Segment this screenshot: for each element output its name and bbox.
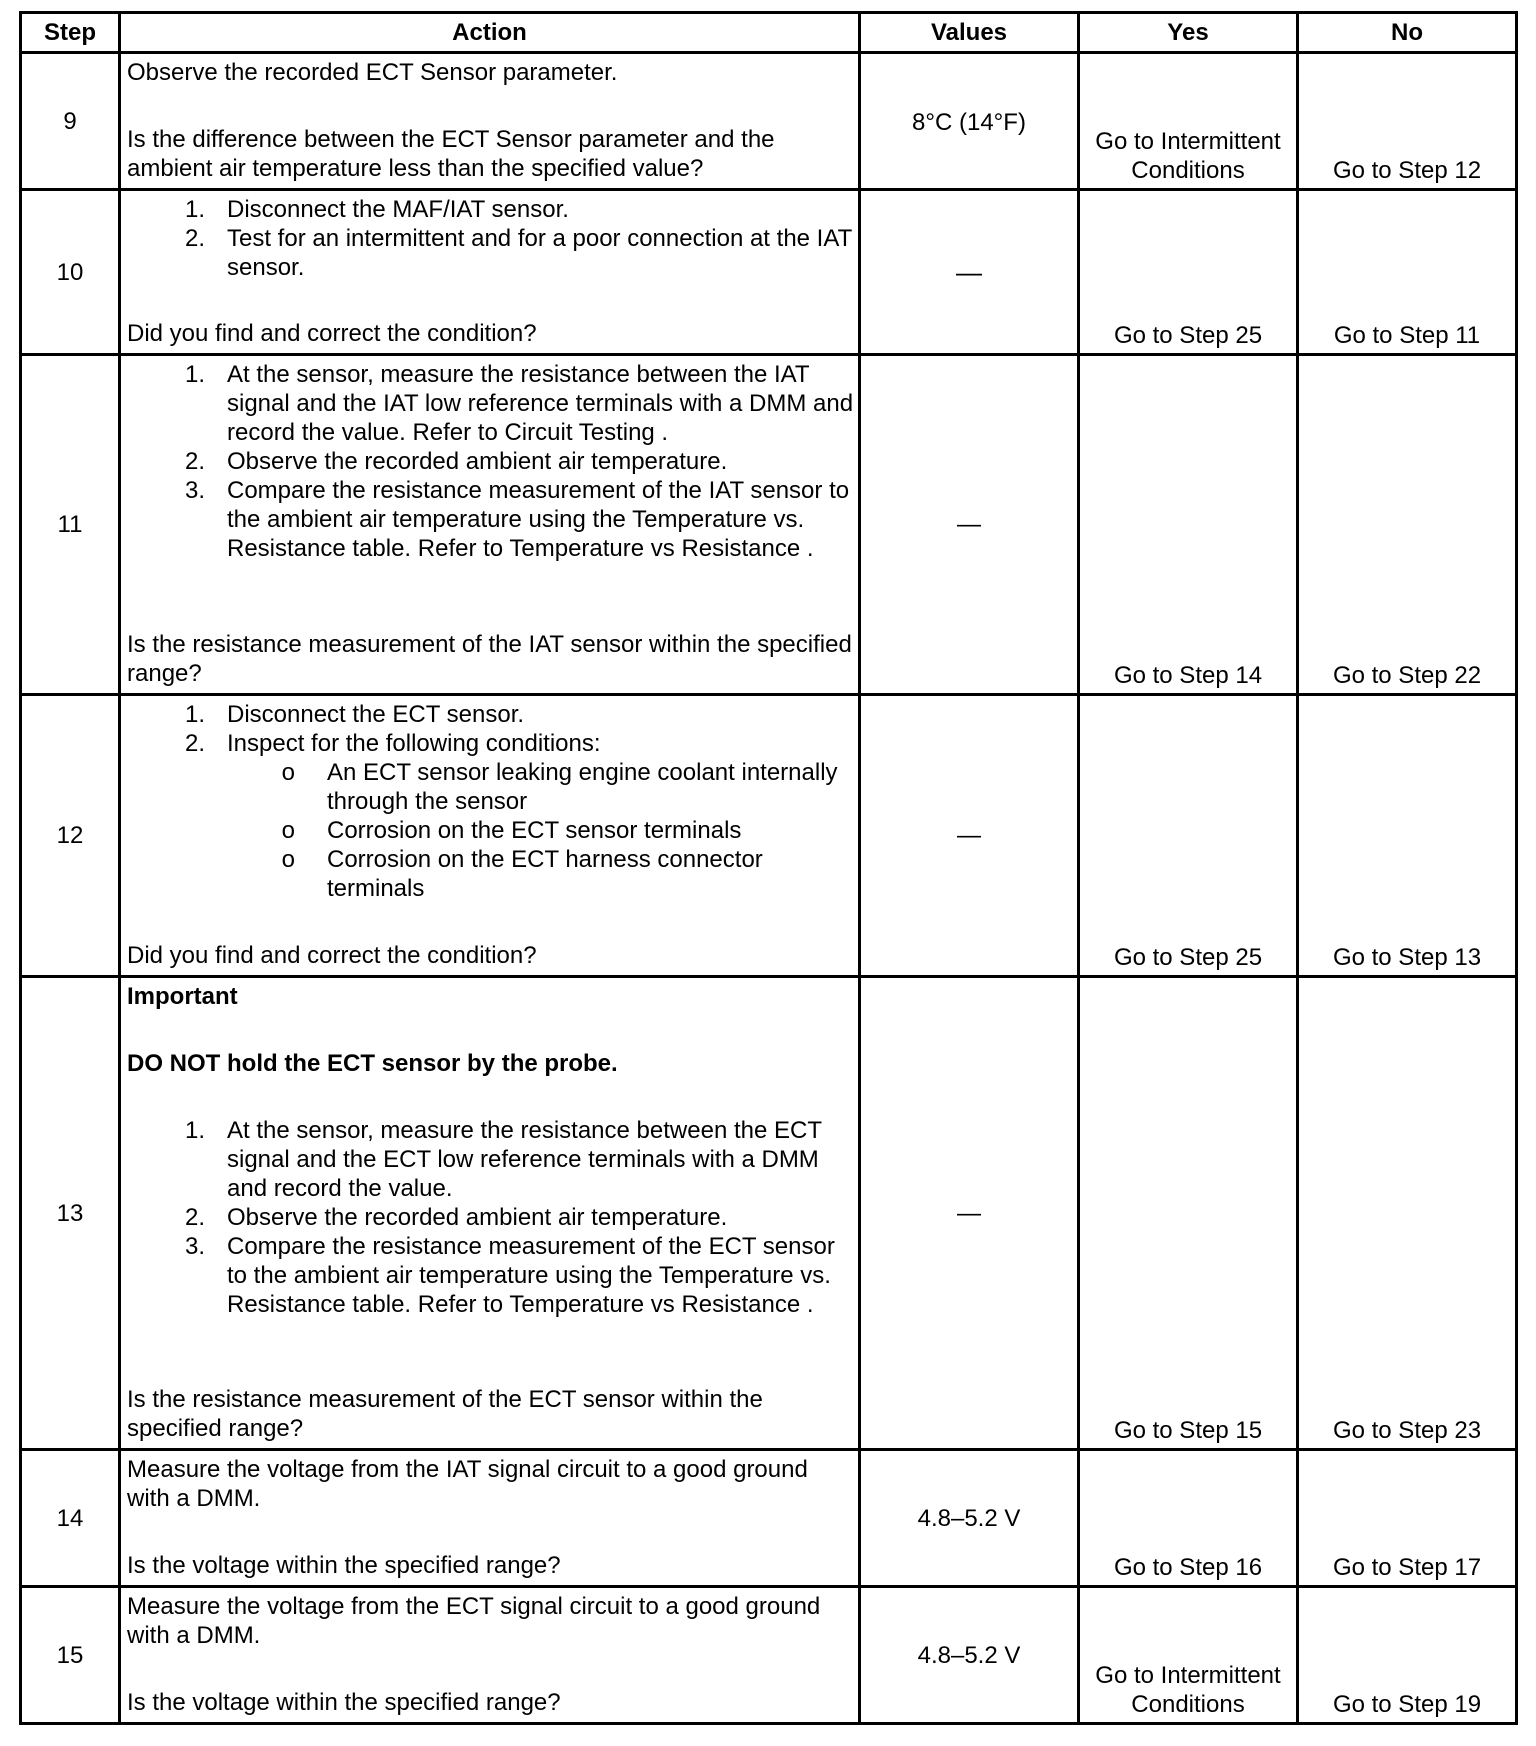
step-number: 11 [21, 355, 120, 695]
table-row [21, 695, 1517, 977]
action-question: Is the voltage within the specified range? [127, 1689, 561, 1716]
list-item: 2. Test for an intermittent and for a poor connection at the IAT sensor. [184, 225, 852, 281]
no-cell: Go to Step 19 [1298, 1587, 1517, 1724]
list-item: 3. Compare the resistance measurement of the IAT sensor to the ambient air temperature using the Temperature vs. Resistance table. Refer to Temperature vs Resistance . [184, 477, 850, 562]
action-cell [120, 53, 860, 190]
value-cell: — [860, 190, 1079, 355]
list-item: 3. Compare the resistance measurement of the ECT sensor to the ambient air temperature using the Temperature vs. Resistance table. Refer to Temperature vs Resistance . [184, 1233, 835, 1318]
action-cell [120, 1587, 860, 1724]
value-cell: 8°C (14°F) [860, 53, 1079, 190]
action-question: Did you find and correct the condition? [127, 942, 537, 969]
table-row [21, 53, 1517, 190]
table-row [21, 977, 1517, 1450]
warning-text: DO NOT hold the ECT sensor by the probe. [127, 1050, 618, 1077]
action-cell [120, 695, 860, 977]
yes-cell: Go to Step 15 [1079, 977, 1298, 1450]
step-number: 14 [21, 1450, 120, 1587]
action-text: Observe the recorded ECT Sensor parameter. [127, 59, 618, 86]
no-cell: Go to Step 13 [1298, 695, 1517, 977]
important-label: Important [127, 983, 238, 1010]
step-number: 10 [21, 190, 120, 355]
table-row [21, 190, 1517, 355]
list-item: o Corrosion on the ECT harness connector terminals [281, 846, 763, 902]
action-text: Measure the voltage from the IAT signal circuit to a good ground with a DMM. [127, 1456, 808, 1512]
diagnostic-table [19, 11, 1518, 1725]
yes-cell: Go to Intermittent Conditions [1079, 53, 1298, 190]
step-number: 9 [21, 53, 120, 190]
action-steps [127, 700, 854, 758]
value-cell: — [860, 695, 1079, 977]
no-cell: Go to Step 17 [1298, 1450, 1517, 1587]
table-row [21, 1587, 1517, 1724]
step-number: 13 [21, 977, 120, 1450]
action-steps [127, 1116, 854, 1319]
header-values: Values [860, 13, 1079, 53]
action-text: Measure the voltage from the ECT signal circuit to a good ground with a DMM. [127, 1593, 821, 1649]
value-cell: 4.8–5.2 V [860, 1450, 1079, 1587]
list-item: 2. Observe the recorded ambient air temperature. [184, 1204, 728, 1231]
step-number: 15 [21, 1587, 120, 1724]
list-item: 2. Observe the recorded ambient air temperature. [184, 448, 728, 475]
value-cell: — [860, 977, 1079, 1450]
header-row [21, 13, 1517, 53]
no-cell: Go to Step 12 [1298, 53, 1517, 190]
action-cell [120, 355, 860, 695]
action-cell [120, 977, 860, 1450]
action-steps [127, 360, 854, 563]
value-cell: — [860, 355, 1079, 695]
table-row [21, 355, 1517, 695]
header-step: Step [21, 13, 120, 53]
yes-cell: Go to Step 25 [1079, 190, 1298, 355]
list-item: 1. Disconnect the MAF/IAT sensor. [184, 196, 569, 223]
no-cell: Go to Step 22 [1298, 355, 1517, 695]
yes-cell: Go to Step 16 [1079, 1450, 1298, 1587]
no-cell: Go to Step 23 [1298, 977, 1517, 1450]
list-item: 1. At the sensor, measure the resistance between the IAT signal and the IAT low reference terminals with a DMM and record the value. Refer to Circuit Testing . [184, 361, 854, 446]
header-no: No [1298, 13, 1517, 53]
list-item: o An ECT sensor leaking engine coolant internally through the sensor [281, 759, 838, 815]
action-question: Is the difference between the ECT Sensor parameter and the ambient air temperature less than the specified value? [127, 126, 775, 182]
no-cell: Go to Step 11 [1298, 190, 1517, 355]
condition-list [127, 758, 854, 903]
header-yes: Yes [1079, 13, 1298, 53]
list-item: 1. At the sensor, measure the resistance between the ECT signal and the ECT low reference terminals with a DMM and record the value. [184, 1117, 822, 1202]
action-question: Did you find and correct the condition? [127, 320, 537, 347]
action-cell [120, 1450, 860, 1587]
action-question: Is the resistance measurement of the ECT sensor within the specified range? [127, 1386, 763, 1442]
action-question: Is the resistance measurement of the IAT sensor within the specified range? [127, 631, 852, 687]
yes-cell: Go to Intermittent Conditions [1079, 1587, 1298, 1724]
header-action: Action [120, 13, 860, 53]
action-cell [120, 190, 860, 355]
list-item: 2. Inspect for the following conditions: [184, 730, 601, 757]
yes-cell: Go to Step 14 [1079, 355, 1298, 695]
step-number: 12 [21, 695, 120, 977]
action-steps [127, 195, 854, 282]
value-cell: 4.8–5.2 V [860, 1587, 1079, 1724]
list-item: o Corrosion on the ECT sensor terminals [281, 817, 742, 844]
table-row [21, 1450, 1517, 1587]
action-question: Is the voltage within the specified range? [127, 1552, 561, 1579]
list-item: 1. Disconnect the ECT sensor. [184, 701, 525, 728]
yes-cell: Go to Step 25 [1079, 695, 1298, 977]
